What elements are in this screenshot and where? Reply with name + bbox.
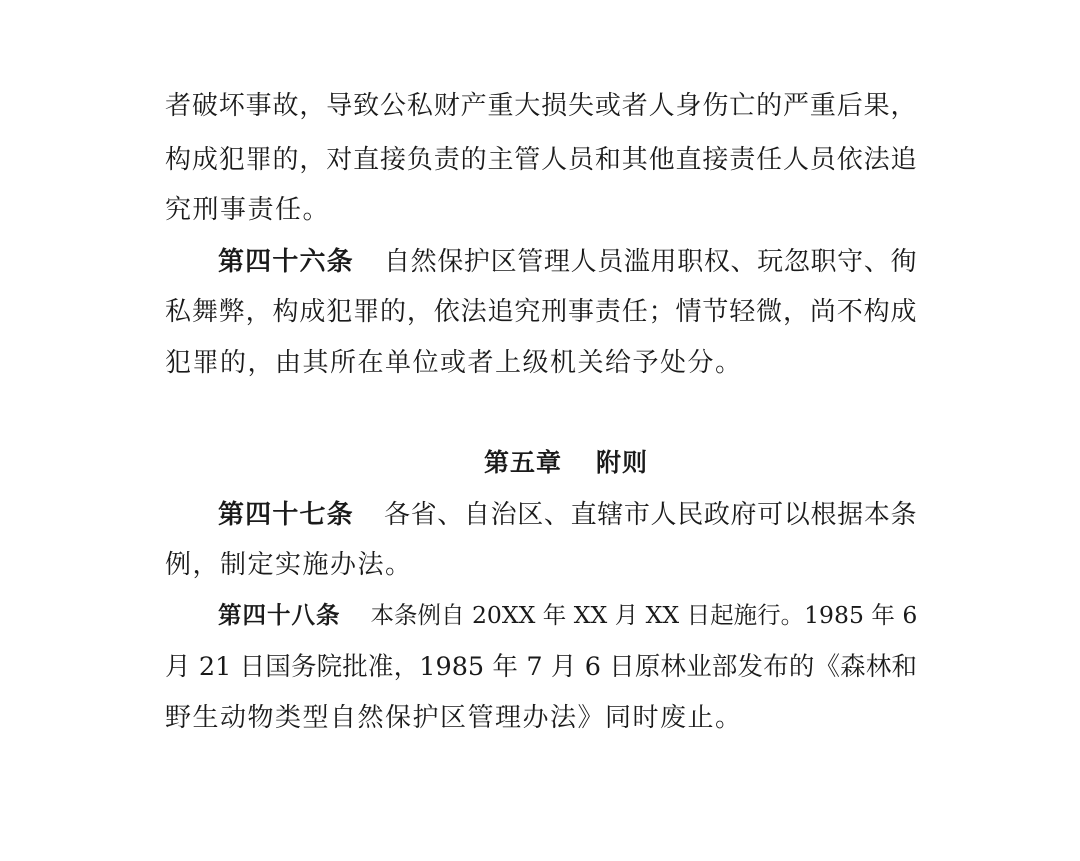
chapter-heading [0,446,1080,480]
article-47-heading: 第四十七条 [218,500,354,530]
chapter-number: 第五章 [483,448,562,477]
article-48-text: 本条例自 20XX 年 XX 月 XX 日起施行。1985 年 6 [370,601,918,629]
article-46-text: 自然保护区管理人员滥用职权、玩忽职守、徇 [383,247,917,277]
paragraph-line: 例，制定实施办法。 [165,550,413,580]
paragraph-line: 者破坏事故，导致公私财产重大损失或者人身伤亡的严重后果， [165,91,917,121]
article-48-heading: 第四十八条 [218,601,341,629]
article-46-first-line [218,245,917,279]
paragraph-line: 构成犯罪的，对直接负责的主管人员和其他直接责任人员依法追 [165,145,917,175]
paragraph-line: 究刑事责任。 [165,195,331,225]
article-47-text: 各省、自治区、直辖市人民政府可以根据本条 [383,500,917,530]
chapter-title: 附则 [596,448,649,477]
paragraph-line: 私舞弊，构成犯罪的，依法追究刑事责任；情节轻微，尚不构成 [165,297,917,327]
article-46-heading: 第四十六条 [218,247,354,277]
paragraph-line: 月 21 日国务院批准，1985 年 7 月 6 日原林业部发布的《森林和 [165,652,917,682]
paragraph-line: 犯罪的，由其所在单位或者上级机关给予处分。 [165,348,743,378]
paragraph-line: 野生动物类型自然保护区管理办法》同时废止。 [165,703,743,733]
article-48-first-line [218,598,917,632]
article-47-first-line [218,498,917,532]
